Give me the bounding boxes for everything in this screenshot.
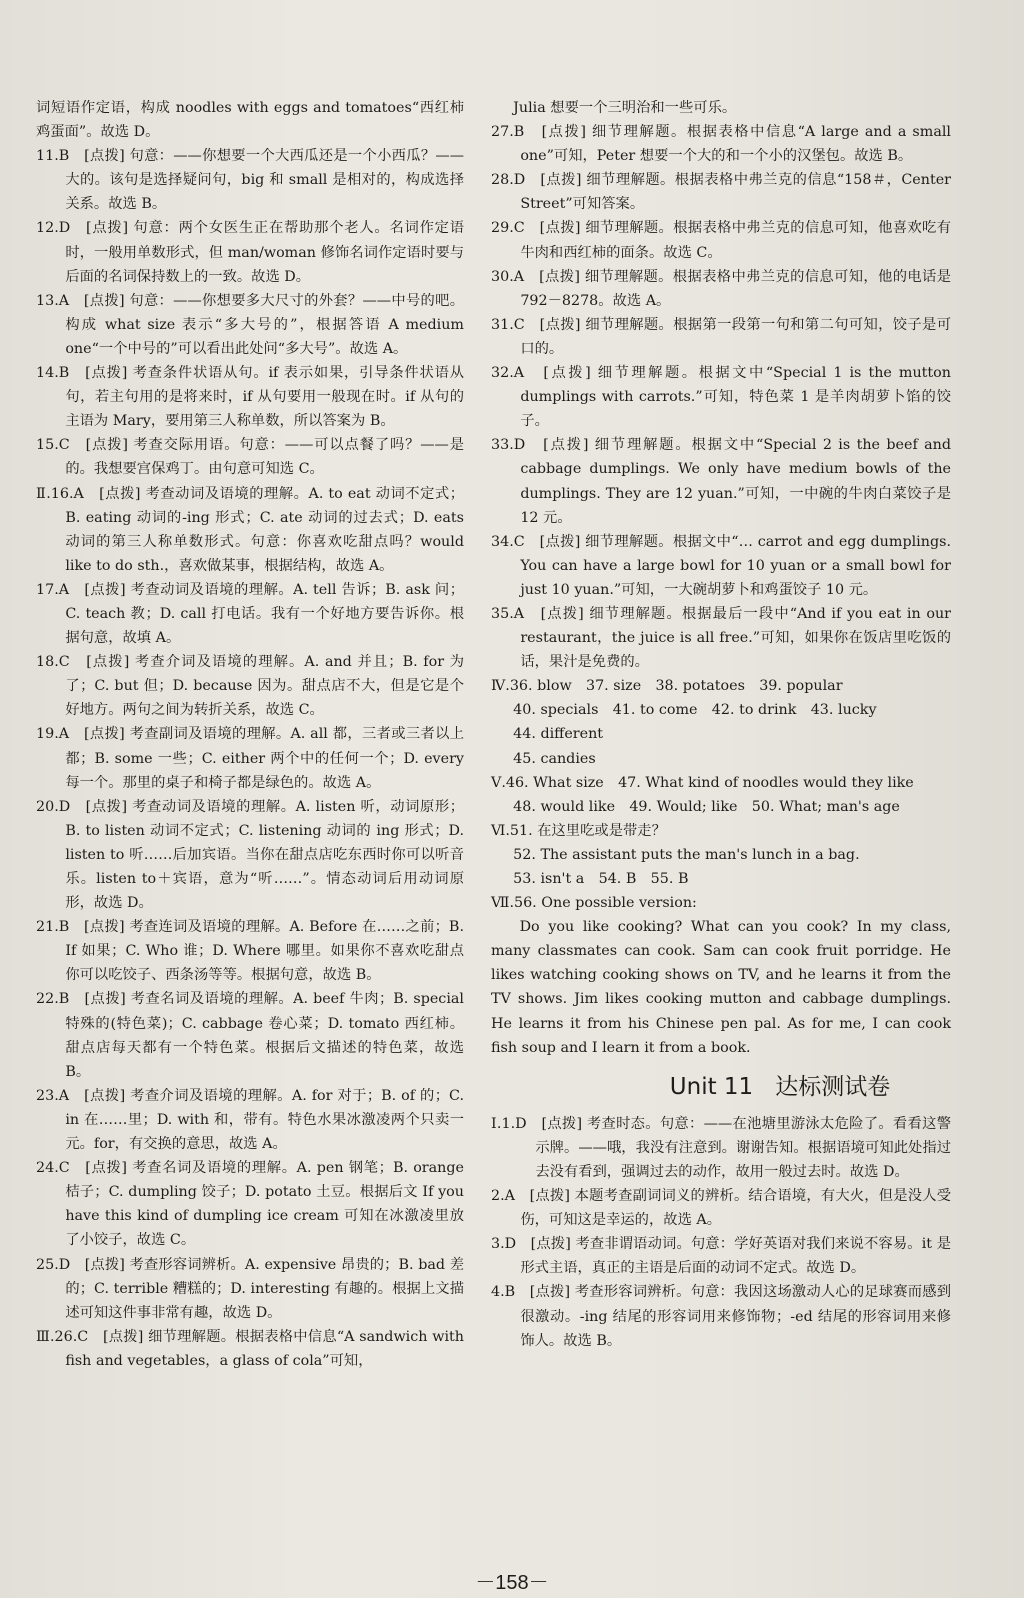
page-number: －158－ — [475, 1572, 549, 1594]
answer-item: 23.A [点拨] 考查介词及语境的理解。A. for 对于；B. of 的；C. in 在……里；D. with 和，带有。特色水果冰激凌两个只卖一元。for，有交换的意思，故选 A。 — [36, 1087, 469, 1153]
answer-item: 14.B [点拨] 考查条件状语从句。if 表示如果，引导条件状语从句，若主句用的是将来时，if 从句要用一般现在时。if 从句的主语为 Mary，要用第三人称单数，所以答案为 B。 — [36, 365, 464, 430]
answer-item: Ⅵ.51. 在这里吃或是带走？ — [491, 822, 666, 839]
unit-title-text: 达标测试卷 — [775, 1073, 891, 1100]
unit-number: Unit 11 — [669, 1073, 754, 1100]
answer-item: 28.D [点拨] 细节理解题。根据表格中弗兰克的信息“158＃，Center Street”可知答案。 — [491, 172, 956, 213]
answer-item: Julia 想要一个三明治和一些可乐。 — [513, 100, 737, 116]
answer-item: 3.D [点拨] 考查非谓语动词。句意：学好英语对我们来说不容易。it 是形式主语，真正的主语是后面的动词不定式。故选 D。 — [491, 1236, 951, 1277]
unit-heading — [491, 1072, 951, 1102]
answer-item: 32.A [点拨] 细节理解题。根据文中“Special 1 is the mutton dumplings with carrots.”可知，特色菜 1 是羊肉胡萝卜馅的饺子。 — [491, 365, 956, 430]
answer-item: Ⅴ.46. What size 47. What kind of noodles would they like — [491, 774, 914, 791]
answer-item: 19.A [点拨] 考查副词及语境的理解。A. all 都，三者或三者以上都；B. some 一些；C. either 两个中的任何一个；D. every 每一个。那里的桌子和椅子都是绿色的。故选 A。 — [36, 726, 469, 791]
answer-list-unit11 — [491, 1112, 951, 1353]
answer-item: Ⅲ.26.C [点拨] 细节理解题。根据表格中信息“A sandwich with fish and vegetables，a glass of cola”可知， — [36, 1328, 469, 1369]
answer-item: 35.A [点拨] 细节理解题。根据最后一段中“And if you eat in our restaurant，the juice is all free.”可知，如果你在饭店里吃饭的话，果汁是免费的。 — [491, 605, 956, 671]
answer-item: 11.B [点拨] 句意：——你想要一个大西瓜还是一个小西瓜？——大的。该句是选择疑问句，big 和 small 是相对的，构成选择关系。故选 B。 — [36, 148, 464, 213]
answer-item: 53. isn't a 54. B 55. B — [513, 871, 689, 887]
answer-item: 18.C [点拨] 考查介词及语境的理解。A. and 并且；B. for 为了；C. but 但；D. because 因为。甜点店不大，但是它是个好地方。两句之间为转折关系，故选 C。 — [36, 654, 464, 719]
answer-item: 4.B [点拨] 考查形容词辨析。句意：我因这场激动人心的足球赛而感到很激动。-ing 结尾的形容词用来修饰物；-ed 结尾的形容词用来修饰人。故选 B。 — [491, 1284, 951, 1349]
answer-item: 48. would like 49. Would; like 50. What; man's age — [513, 798, 900, 815]
answer-item: 30.A [点拨] 细节理解题。根据表格中弗兰克的信息可知，他的电话是 792－8278。故选 A。 — [491, 268, 956, 309]
answer-item: 33.D [点拨] 细节理解题。根据文中“Special 2 is the beef and cabbage dumplings. We only have medium bowls of the dumplings. They are 12 yuan.”可知，一中碗的牛肉白菜饺子是 12 元。 — [491, 437, 956, 526]
answer-item: Ⅰ.1.D [点拨] 考查时态。句意：——在池塘里游泳太危险了。看看这警示牌。——哦，我没有注意到。谢谢告知。根据语境可知此处指过去没有看到，强调过去的动作，故用一般过去时。故选 D。 — [491, 1115, 951, 1180]
answer-item: 12.D [点拨] 句意：两个女医生正在帮助那个老人。名词作定语时，一般用单数形式，但 man/woman 修饰名词作定语时要与后面的名词保持数上的一致。故选 D。 — [36, 220, 464, 285]
answer-item: 34.C [点拨] 细节理解题。根据文中“… carrot and egg dumplings. You can have a large bowl for 10 yuan or a small bowl for just 10 yuan.”可知，一大碗胡萝卜和鸡蛋饺子 10 元。 — [491, 533, 956, 598]
answer-item: 25.D [点拨] 考查形容词辨析。A. expensive 昂贵的；B. bad 差的；C. terrible 糟糕的；D. interesting 有趣的。根据上文描述可知这件事非常有趣，故选 D。 — [36, 1256, 464, 1321]
right-column — [491, 96, 956, 1353]
left-column — [36, 96, 469, 1373]
answer-item: 29.C [点拨] 细节理解题。根据表格中弗兰克的信息可知，他喜欢吃有牛肉和西红柿的面条。故选 C。 — [491, 220, 951, 261]
answer-item: 17.A [点拨] 考查动词及语境的理解。A. tell 告诉；B. ask 问；C. teach 教；D. call 打电话。我有一个好地方要告诉你。根据句意，故填 A。 — [36, 581, 464, 647]
answer-item: 45. candies — [513, 750, 596, 767]
answer-item: 27.B [点拨] 细节理解题。根据表格中信息“A large and a small one”可知，Peter 想要一个大的和一个小的汉堡包。故选 B。 — [491, 124, 956, 165]
answer-item: Ⅱ.16.A [点拨] 考查动词及语境的理解。A. to eat 动词不定式；B. eating 动词的-ing 形式；C. ate 动词的过去式；D. eats 动词的第三人称单数形式。句意：你喜欢吃甜点吗？would like to do sth.，喜欢做某事，根据结构，故选 A。 — [36, 485, 469, 574]
answer-item: 44. different — [513, 726, 604, 743]
answer-item: 20.D [点拨] 考查动词及语境的理解。A. listen 听，动词原形；B. to listen 动词不定式；C. listening 动词的 ing 形式；D. listen to 听……后加宾语。当你在甜点店吃东西时你可以听音乐。listen to＋宾语，意为“听……”。情态动词后用动词原形，故选 D。 — [36, 798, 469, 912]
answer-item: 40. specials 41. to come 42. to drink 43. lucky — [513, 702, 877, 719]
answer-item: 31.C [点拨] 细节理解题。根据第一段第一句和第二句可知，饺子是可口的。 — [491, 316, 951, 357]
answer-item: 词短语作定语，构成 noodles with eggs and tomatoes“西红柿鸡蛋面”。故选 D。 — [36, 100, 464, 141]
answer-item: 22.B [点拨] 考查名词及语境的理解。A. beef 牛肉；B. special 特殊的(特色菜)；C. cabbage 卷心菜；D. tomato 西红柿。甜点店每天都有一个特色菜。根据后文描述的特色菜，故选 B。 — [36, 991, 469, 1080]
answer-item: 52. The assistant puts the man's lunch in a bag. — [513, 846, 860, 863]
answer-item: Do you like cooking? What can you cook? In my class, many classmates can cook. Sam can cook fruit porridge. He likes watching cooking shows on TV, and he learns it from the TV shows. Jim likes cooking mutton and cabbage dumplings. He learns it from his Chinese pen pal. As for me, I can cook fish soup and I learn it from a book. — [491, 919, 956, 1056]
answer-item: Ⅳ.36. blow 37. size 38. potatoes 39. popular — [491, 678, 843, 695]
answer-item: 24.C [点拨] 考查名词及语境的理解。A. pen 钢笔；B. orange 桔子；C. dumpling 饺子；D. potato 土豆。根据后文 If you have this kind of dumpling ice cream 可知在冰激凌里放了小饺子，故选 C。 — [36, 1160, 469, 1249]
answer-item: 21.B [点拨] 考查连词及语境的理解。A. Before 在……之前；B. If 如果；C. Who 谁；D. Where 哪里。如果你不喜欢吃甜点你可以吃饺子、西条汤等等。根据句意，故选 B。 — [36, 919, 469, 984]
answer-list-unit10 — [491, 96, 956, 1060]
answer-item: 15.C [点拨] 考查交际用语。句意：——可以点餐了吗？——是的。我想要宫保鸡丁。由句意可知选 C。 — [36, 437, 464, 478]
answer-item: 2.A [点拨] 本题考查副词词义的辨析。结合语境，有大火，但是没人受伤，可知这是幸运的，故选 A。 — [491, 1188, 951, 1229]
answer-item: 13.A [点拨] 句意：——你想要多大尺寸的外套？——中号的吧。构成 what size 表示“多大号的”，根据答语 A medium one“一个中号的”可以看出此处问“多大号”。故选 A。 — [36, 292, 469, 357]
answer-item: Ⅶ.56. One possible version: — [491, 895, 697, 912]
